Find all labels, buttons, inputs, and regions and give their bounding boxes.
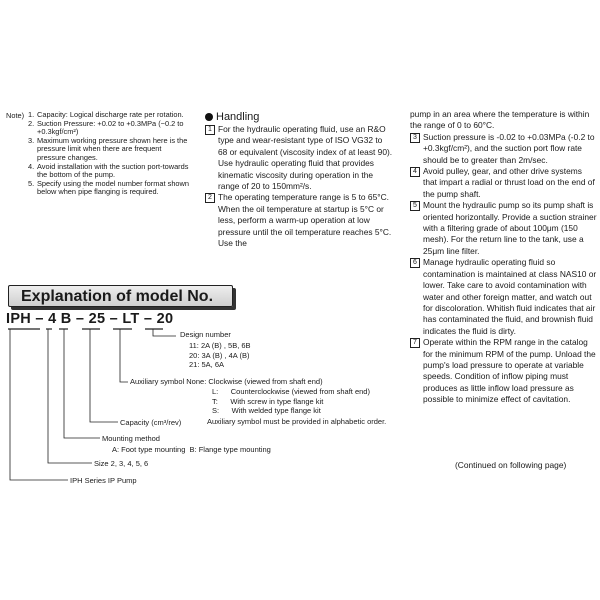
handling-title: Handling — [216, 111, 260, 123]
handling-item-text: Mount the hydraulic pump so its pump shaft is oriented horizontally. Provide a suction strainer with a filtering grade of about 100μm (150 mesh). For the return line to the tank, use a 25μm line filter. — [423, 200, 597, 256]
handling-item-text: The operating temperature range is 5 to 65°C. When the oil temperature at startup is 5°C or less, perform a warm-up operation at low pressure until the oil temperature reaches 5°C. Use the — [218, 192, 392, 249]
item-number-box: 6 — [410, 258, 420, 268]
note-text: Maximum working pressure shown here is the pressure limit when there are frequent pressure changes. — [37, 135, 188, 162]
item-number-box: 5 — [410, 201, 420, 211]
note-number: 3. — [28, 135, 35, 145]
aux-symbol-line: L: Counterclockwise (viewed from shaft end) — [212, 387, 370, 396]
note-number: 4. — [28, 161, 35, 171]
note-text: Avoid installation with the suction port-towards the bottom of the pump. — [37, 161, 189, 180]
design-number-list — [189, 341, 251, 370]
handling-item-text: Operate within the RPM range in the catalog for the minimum RPM of the pump. Unload the pump's load pressure to operate at variable speeds. Condition of inflow piping must produces as little inflow load pressure as possible to minimize effect of cavitation. — [423, 337, 596, 405]
notes-label: Note) — [6, 111, 25, 120]
note-text: Suction Pressure: +0.02 to +0.3MPa (−0.2 to +0.3kgf/cm²) — [37, 118, 184, 137]
item-number-box: 4 — [410, 167, 420, 177]
aux-symbol-label: Auxiliary symbol None: Clockwise (viewed from shaft end) — [130, 377, 323, 386]
note-number: 5. — [28, 178, 35, 188]
item-number-box: 1 — [205, 125, 215, 135]
mounting-method-values: A: Foot type mounting B: Flange type mounting — [112, 445, 271, 454]
design-number-line: 21: 5A, 6A — [189, 360, 225, 369]
aux-symbol-line: T: With screw in type flange kit — [212, 396, 324, 406]
mounting-method-label: Mounting method — [102, 434, 160, 443]
aux-symbol-list — [212, 387, 370, 416]
handling-item-text: Manage hydraulic operating fluid so contamination is maintained at class NAS10 or lower. Take care to avoid contamination with water and other foreign matter, and watch out for discoloration. Whitish fluid indicates that air has contaminated the fluid, and brownish fluid indicates the fluid is dirty. — [423, 257, 597, 336]
aux-symbol-line: S: With welded type flange kit — [212, 406, 321, 415]
handling-item-text: Avoid pulley, gear, and other drive systems that impart a radial or thrust load on the end of the pump shaft. — [423, 166, 595, 199]
aux-symbol-note: Auxiliary symbol must be provided in alphabetic order. — [207, 417, 387, 426]
item-number-box: 7 — [410, 338, 420, 348]
size-label: Size 2, 3, 4, 5, 6 — [94, 459, 149, 468]
design-number-line: 11: 2A (B) , 5B, 6B — [189, 341, 251, 350]
handling-item-text: Suction pressure is -0.02 to +0.03MPa (-0.2 to +0.3kgf/cm²), and the suction port flow rate should be to greater than 2m/sec. — [423, 131, 595, 165]
handling-item-text: For the hydraulic operating fluid, use an R&O type and wear-resistant type of ISO VG32 to 68 or equivalent (viscosity index of at least 90). Use hydraulic operating fluid that provides kinematic viscosity during operation in the range of 20 to 150mm²/s. — [218, 124, 393, 192]
item-number-box: 3 — [410, 133, 420, 143]
note-number: 2. — [28, 118, 35, 128]
note-text: Specify using the model number format shown below when pipe flanging is required. — [37, 178, 189, 197]
note-number: 1. — [28, 110, 35, 119]
continued-note: (Continued on following page) — [455, 460, 567, 470]
capacity-label: Capacity (cm³/rev) — [120, 418, 182, 427]
model-title: Explanation of model No. — [21, 288, 214, 305]
design-number-label: Design number — [180, 330, 231, 339]
note-text: Capacity: Logical discharge rate per rotation. — [37, 110, 184, 119]
item-number-box: 2 — [205, 193, 215, 203]
model-code: IPH – 4 B – 25 – LT – 20 — [6, 311, 174, 327]
handling-col3-intro: pump in an area where the temperature is within the range of 0 to 60°C. — [410, 109, 590, 131]
design-number-line: 20: 3A (B) , 4A (B) — [189, 350, 250, 360]
series-label: IPH Series IP Pump — [70, 476, 137, 485]
